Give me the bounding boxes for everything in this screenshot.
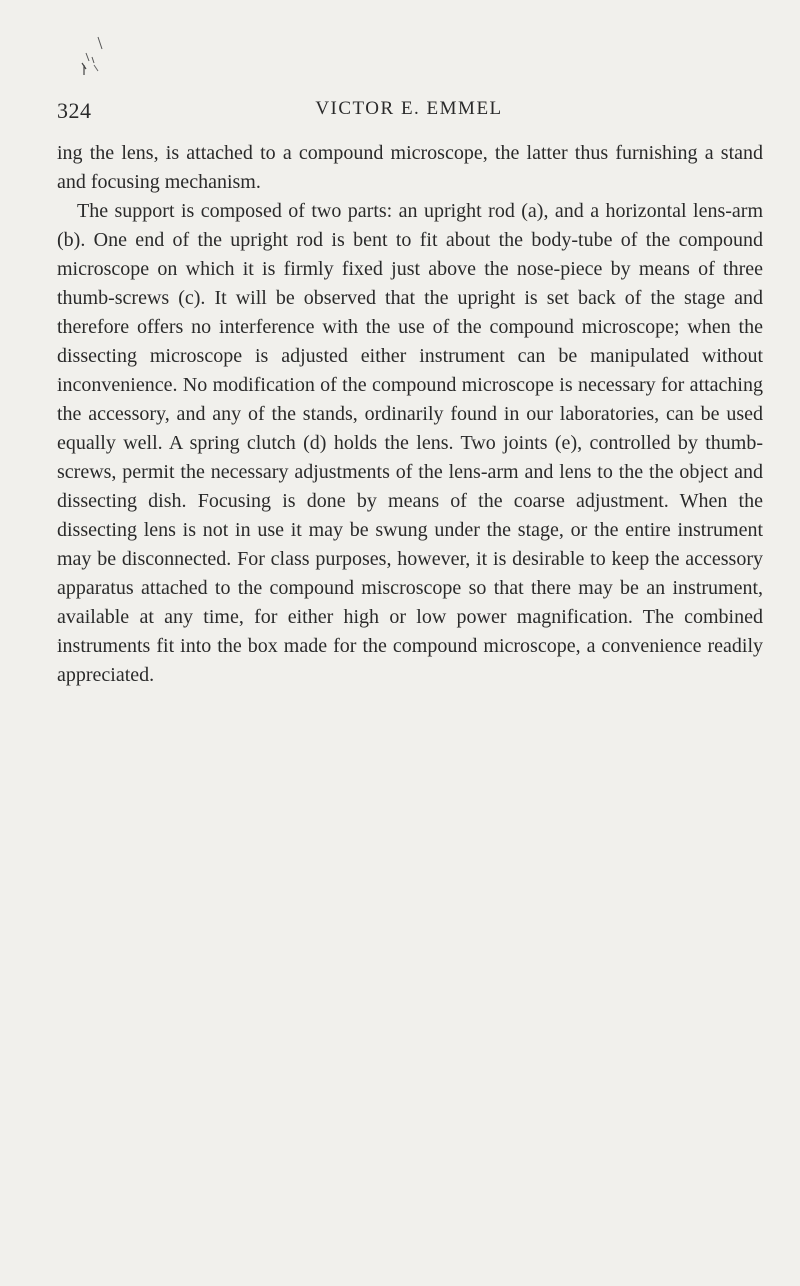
page-header [57, 98, 761, 128]
running-head: VICTOR E. EMMEL [315, 98, 503, 119]
paragraph-continued: ing the lens, is attached to a compound microscope, the latter thus furnishing a stand and focusing mechanism. [57, 142, 763, 193]
paragraph-support-description: The support is composed of two parts: an upright rod (a), and a horizontal lens-arm (b). One end of the upright rod is bent to fit about the body-tube of the compound microscope on which it is firmly fixed just above the nose-piece by means of three thumb-screws (c). It will be observed that the upright is set back of the stage and therefore offers no interference with the use of the compound microscope; when the dissecting microscope is adjusted either instrument can be manipulated without inconvenience. No modification of the compound microscope is necessary for attaching the accessory, and any of the stands, ordinarily found in our laboratories, can be used equally well. A spring clutch (d) holds the lens. Two joints (e), controlled by thumb-screws, permit the necessary adjustments of the lens-arm and lens to the the object and dissecting dish. Focusing is done by means of the coarse adjustment. When the dissecting lens is not in use it may be swung under the stage, or the entire instrument may be disconnected. For class purposes, however, it is desirable to keep the accessory apparatus attached to the compound miscroscope so that there may be an instrument, available at any time, for either high or low power magnification. The combined instruments fit into the box made for the compound microscope, a convenience readily appreciated. [57, 200, 763, 686]
body-text [57, 139, 763, 690]
page-number: 324 [57, 98, 92, 123]
ink-specks [80, 35, 110, 80]
